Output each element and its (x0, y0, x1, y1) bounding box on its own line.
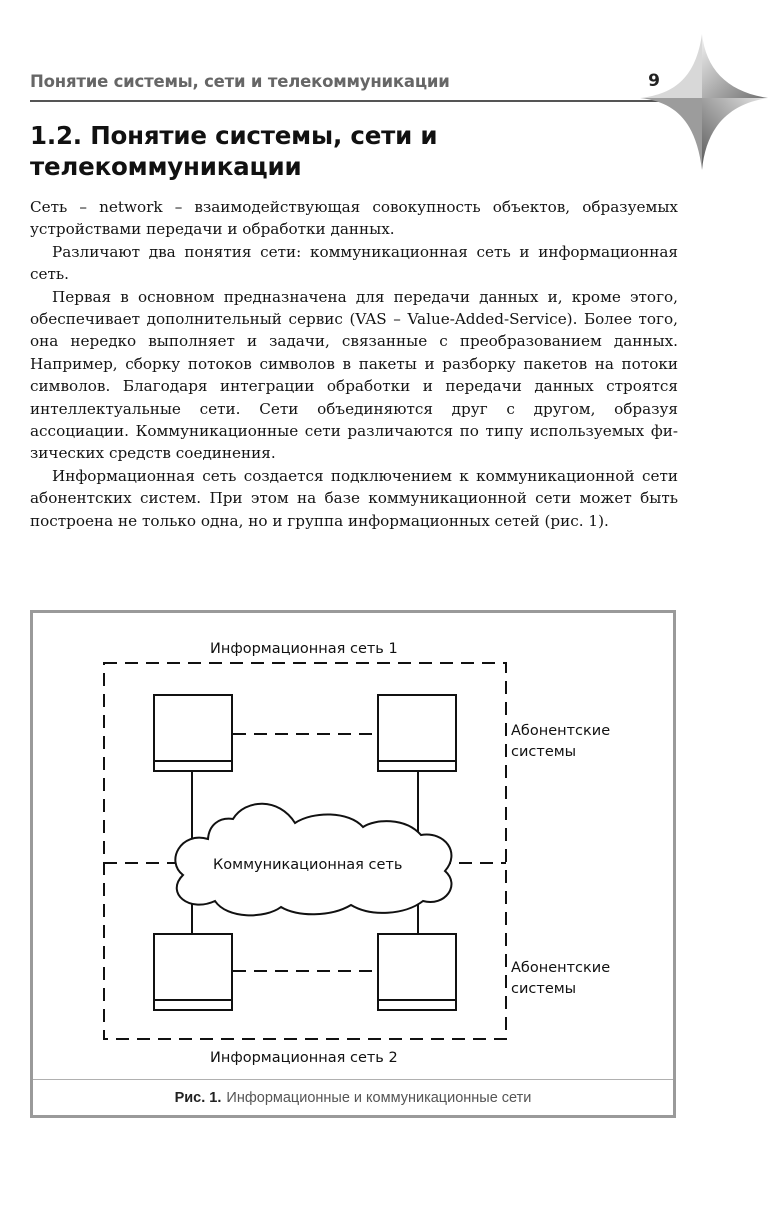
comm-net-label: Коммуникационная сеть (213, 857, 403, 873)
section-heading-line-2: телекоммуникации (30, 152, 302, 181)
section-heading-line-1: 1.2. Понятие системы, сети и (30, 121, 438, 150)
paragraph-two-concepts: Различают два понятия сети: коммуникационная сеть и информационная сеть. (30, 242, 678, 284)
running-title: Понятие системы, сети и телекоммуникации (30, 72, 450, 91)
subscriber-bottom-label-line-2: системы (511, 981, 577, 997)
paragraph-information-network: Информационная сеть создается подключением к коммуникационной сети абонентских систем. При этом на базе коммуникационной сети может быть построена не только одна, но и группа информационных сетей (рис. 1). (30, 466, 678, 530)
subscriber-bottom-label-line-1: Абонентские (511, 960, 611, 976)
info-net-1-label: Информационная сеть 1 (210, 641, 398, 657)
running-header (30, 72, 670, 102)
subscriber-system-top-left (154, 695, 232, 771)
figure-caption-number: Рис. 1. (174, 1090, 222, 1106)
network-diagram (33, 613, 673, 1079)
subscriber-top-label-line-1: Абонентские (511, 723, 611, 739)
section-heading (30, 120, 680, 182)
paragraph-communication-network: Первая в основном предназначена для передачи данных и, кроме этого, обеспечивает дополнительный сервис (VAS – Value-Added-Service). Более того, она нередко выполняет и задачи, связанные с преобразованием данных. Например, сборку потоков символов в пакеты и разборку пакетов на потоки символов. Благодаря интеграции обработки и передачи данных строятся интеллектуальные сети. Сети объединяются друг с другом, образуя ассоциации. Коммуникационные сети различаются по типу используемых физических средств соединения. (30, 287, 678, 463)
info-net-2-label: Информационная сеть 2 (210, 1050, 398, 1066)
paragraph-definition: Сеть – network – взаимодействующая совокупность объектов, образуемых устройствами передачи и обработки данных. (30, 198, 678, 239)
subscriber-system-top-right (378, 695, 456, 771)
body-text (30, 196, 678, 532)
subscriber-system-bottom-right (378, 934, 456, 1010)
page-number: 9 (648, 71, 660, 91)
subscriber-system-bottom-left (154, 934, 232, 1010)
figure-caption-text: Информационные и коммуникационные сети (226, 1090, 532, 1106)
figure (30, 610, 676, 1118)
subscriber-top-label-line-2: системы (511, 744, 577, 760)
figure-caption (33, 1079, 673, 1116)
